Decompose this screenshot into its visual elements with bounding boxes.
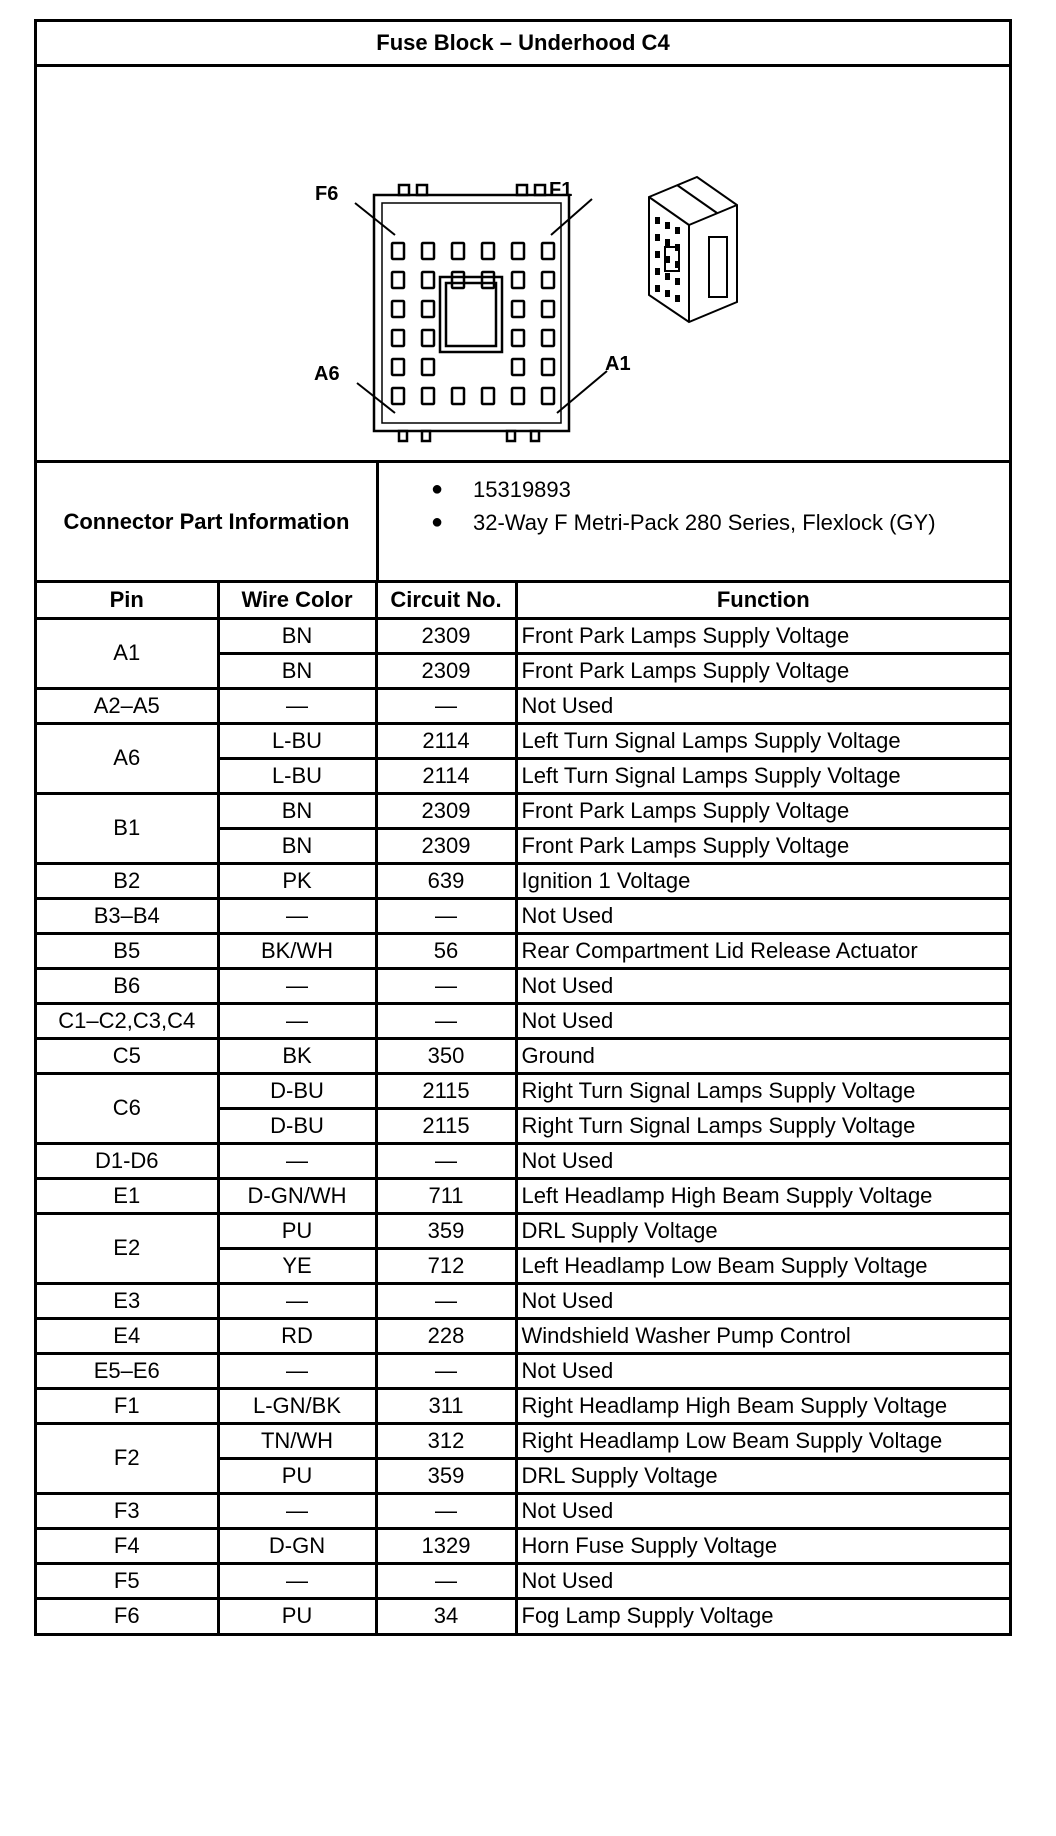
function-cell: Right Headlamp Low Beam Supply Voltage xyxy=(516,1423,1009,1458)
circuit-cell: — xyxy=(376,1283,516,1318)
thumbnail-cavity xyxy=(665,239,670,246)
function-cell: Not Used xyxy=(516,1283,1009,1318)
thumbnail-cavity xyxy=(665,290,670,297)
connector-cavity xyxy=(542,272,554,288)
connector-cavity xyxy=(422,330,434,346)
connector-info xyxy=(37,463,1009,583)
connector-cavity xyxy=(452,272,464,288)
circuit-cell: — xyxy=(376,898,516,933)
connector-cavity xyxy=(392,301,404,317)
function-cell: Not Used xyxy=(516,1493,1009,1528)
wire-color-cell: BN xyxy=(218,828,376,863)
connector-cavity xyxy=(422,243,434,259)
circuit-cell: 2309 xyxy=(376,618,516,653)
connector-cavity xyxy=(512,243,524,259)
connector-cavity xyxy=(422,301,434,317)
wire-color-cell: PU xyxy=(218,1598,376,1633)
connector-cavity xyxy=(542,330,554,346)
circuit-cell: 359 xyxy=(376,1458,516,1493)
circuit-cell: 2309 xyxy=(376,653,516,688)
function-cell: Horn Fuse Supply Voltage xyxy=(516,1528,1009,1563)
pin-cell: E3 xyxy=(37,1283,218,1318)
wire-color-cell: — xyxy=(218,1003,376,1038)
wire-color-cell: — xyxy=(218,1563,376,1598)
table-row xyxy=(37,1143,1009,1178)
circuit-cell: 2114 xyxy=(376,758,516,793)
wire-color-cell: RD xyxy=(218,1318,376,1353)
table-row xyxy=(37,1283,1009,1318)
thumbnail-cavity xyxy=(675,261,680,268)
wire-color-cell: PK xyxy=(218,863,376,898)
wire-color-cell: — xyxy=(218,1143,376,1178)
circuit-cell: — xyxy=(376,688,516,723)
function-cell: DRL Supply Voltage xyxy=(516,1213,1009,1248)
connector-cavity xyxy=(482,272,494,288)
function-cell: Not Used xyxy=(516,1143,1009,1178)
connector-cavity xyxy=(482,243,494,259)
table-row xyxy=(37,1423,1009,1458)
wire-color-cell: — xyxy=(218,1353,376,1388)
pinout-table xyxy=(37,583,1009,1633)
thumbnail-cavity xyxy=(655,217,660,224)
function-cell: Not Used xyxy=(516,1563,1009,1598)
table-row xyxy=(37,1038,1009,1073)
function-cell: Right Turn Signal Lamps Supply Voltage xyxy=(516,1108,1009,1143)
connector-cavity xyxy=(512,272,524,288)
page-title: Fuse Block – Underhood C4 xyxy=(37,22,1009,67)
connector-info-list xyxy=(379,463,1009,580)
wire-color-cell: — xyxy=(218,1283,376,1318)
function-cell: Not Used xyxy=(516,1003,1009,1038)
connector-diagram xyxy=(37,67,1009,463)
connector-cavity xyxy=(452,243,464,259)
connector-cavity xyxy=(422,388,434,404)
circuit-cell: 711 xyxy=(376,1178,516,1213)
connector-cavity xyxy=(512,388,524,404)
table-row xyxy=(37,1528,1009,1563)
thumbnail-cavity xyxy=(675,227,680,234)
pin-cell: B6 xyxy=(37,968,218,1003)
table-row xyxy=(37,1563,1009,1598)
info-item xyxy=(379,506,1009,539)
wire-color-cell: BK xyxy=(218,1038,376,1073)
pin-cell: A1 xyxy=(37,618,218,688)
function-cell: Left Turn Signal Lamps Supply Voltage xyxy=(516,758,1009,793)
pin-cell: D1-D6 xyxy=(37,1143,218,1178)
pin-cell: B2 xyxy=(37,863,218,898)
pin-cell: E2 xyxy=(37,1213,218,1283)
pin-cell: A2–A5 xyxy=(37,688,218,723)
wire-color-cell: D-GN/WH xyxy=(218,1178,376,1213)
circuit-cell: — xyxy=(376,1353,516,1388)
table-header-row xyxy=(37,583,1009,618)
function-cell: Ignition 1 Voltage xyxy=(516,863,1009,898)
pin-cell: A6 xyxy=(37,723,218,793)
table-row xyxy=(37,1353,1009,1388)
circuit-cell: — xyxy=(376,1493,516,1528)
connector-cavity xyxy=(542,301,554,317)
connector-cavity xyxy=(512,359,524,375)
thumbnail-cavity xyxy=(655,268,660,275)
circuit-cell: 350 xyxy=(376,1038,516,1073)
table-row xyxy=(37,1003,1009,1038)
circuit-cell: 2115 xyxy=(376,1073,516,1108)
function-cell: Not Used xyxy=(516,968,1009,1003)
header-wire-color: Wire Color xyxy=(218,583,376,618)
circuit-cell: 228 xyxy=(376,1318,516,1353)
table-row xyxy=(37,968,1009,1003)
pin-cell: F6 xyxy=(37,1598,218,1633)
function-cell: Fog Lamp Supply Voltage xyxy=(516,1598,1009,1633)
wire-color-cell: D-BU xyxy=(218,1108,376,1143)
wire-color-cell: L-BU xyxy=(218,723,376,758)
table-row xyxy=(37,688,1009,723)
connector-info-label: Connector Part Information xyxy=(37,463,379,580)
table-row xyxy=(37,793,1009,828)
connector-cavity xyxy=(542,388,554,404)
connector-description: 32-Way F Metri-Pack 280 Series, Flexlock (GY) xyxy=(473,509,936,535)
thumbnail-cavity xyxy=(655,234,660,241)
function-cell: Not Used xyxy=(516,898,1009,933)
pin-cell: F2 xyxy=(37,1423,218,1493)
connector-cavity xyxy=(542,243,554,259)
table-row xyxy=(37,1178,1009,1213)
table-row xyxy=(37,1073,1009,1108)
wire-color-cell: BN xyxy=(218,653,376,688)
circuit-cell: — xyxy=(376,1563,516,1598)
table-row xyxy=(37,723,1009,758)
pin-cell: B1 xyxy=(37,793,218,863)
wire-color-cell: D-GN xyxy=(218,1528,376,1563)
circuit-cell: — xyxy=(376,968,516,1003)
connector-cavity xyxy=(452,388,464,404)
function-cell: Left Headlamp Low Beam Supply Voltage xyxy=(516,1248,1009,1283)
circuit-cell: 712 xyxy=(376,1248,516,1283)
circuit-cell: 56 xyxy=(376,933,516,968)
wire-color-cell: D-BU xyxy=(218,1073,376,1108)
wire-color-cell: — xyxy=(218,688,376,723)
pin-cell: E4 xyxy=(37,1318,218,1353)
circuit-cell: 1329 xyxy=(376,1528,516,1563)
thumbnail-cavity xyxy=(665,222,670,229)
function-cell: Front Park Lamps Supply Voltage xyxy=(516,618,1009,653)
connector-cavity xyxy=(512,301,524,317)
connector-cavity xyxy=(512,330,524,346)
circuit-cell: 312 xyxy=(376,1423,516,1458)
thumbnail-cavity xyxy=(655,285,660,292)
circuit-cell: 2309 xyxy=(376,828,516,863)
pin-cell: C1–C2,C3,C4 xyxy=(37,1003,218,1038)
pin-cell: F3 xyxy=(37,1493,218,1528)
header-circuit-no: Circuit No. xyxy=(376,583,516,618)
circuit-cell: 2114 xyxy=(376,723,516,758)
wire-color-cell: PU xyxy=(218,1458,376,1493)
connector-cavity xyxy=(392,330,404,346)
connector-cavity xyxy=(422,359,434,375)
table-row xyxy=(37,1388,1009,1423)
function-cell: Front Park Lamps Supply Voltage xyxy=(516,828,1009,863)
function-cell: Right Headlamp High Beam Supply Voltage xyxy=(516,1388,1009,1423)
part-number: 15319893 xyxy=(473,476,571,502)
label-a1: A1 xyxy=(605,353,631,375)
table-row xyxy=(37,618,1009,653)
function-cell: Not Used xyxy=(516,688,1009,723)
function-cell: Left Headlamp High Beam Supply Voltage xyxy=(516,1178,1009,1213)
pin-cell: B5 xyxy=(37,933,218,968)
function-cell: Not Used xyxy=(516,1353,1009,1388)
table-row xyxy=(37,933,1009,968)
table-row xyxy=(37,1493,1009,1528)
wire-color-cell: L-GN/BK xyxy=(218,1388,376,1423)
function-cell: Windshield Washer Pump Control xyxy=(516,1318,1009,1353)
connector-sheet xyxy=(34,19,1012,1636)
wire-color-cell: L-BU xyxy=(218,758,376,793)
circuit-cell: 311 xyxy=(376,1388,516,1423)
thumbnail-cavity xyxy=(675,278,680,285)
pin-cell: F5 xyxy=(37,1563,218,1598)
header-pin: Pin xyxy=(37,583,218,618)
thumbnail-cavity xyxy=(655,251,660,258)
thumbnail-cavity xyxy=(665,273,670,280)
circuit-cell: 639 xyxy=(376,863,516,898)
label-f6: F6 xyxy=(315,183,339,205)
circuit-cell: — xyxy=(376,1143,516,1178)
circuit-cell: 2309 xyxy=(376,793,516,828)
bullet-icon: ● xyxy=(430,511,444,533)
pin-cell: E1 xyxy=(37,1178,218,1213)
pin-cell: B3–B4 xyxy=(37,898,218,933)
circuit-cell: 359 xyxy=(376,1213,516,1248)
connector-face-drawing xyxy=(37,67,1009,460)
table-row xyxy=(37,1213,1009,1248)
header-function: Function xyxy=(516,583,1009,618)
connector-cavity xyxy=(392,272,404,288)
circuit-cell: 2115 xyxy=(376,1108,516,1143)
function-cell: DRL Supply Voltage xyxy=(516,1458,1009,1493)
circuit-cell: 34 xyxy=(376,1598,516,1633)
connector-cavity xyxy=(542,359,554,375)
wire-color-cell: BK/WH xyxy=(218,933,376,968)
pin-cell: C5 xyxy=(37,1038,218,1073)
wire-color-cell: — xyxy=(218,898,376,933)
pin-cell: F1 xyxy=(37,1388,218,1423)
circuit-cell: — xyxy=(376,1003,516,1038)
label-f1: F1 xyxy=(549,179,573,201)
connector-cavity xyxy=(422,272,434,288)
connector-cavity xyxy=(482,388,494,404)
wire-color-cell: TN/WH xyxy=(218,1423,376,1458)
thumbnail-cavity xyxy=(665,256,670,263)
wire-color-cell: PU xyxy=(218,1213,376,1248)
wire-color-cell: — xyxy=(218,1493,376,1528)
wire-color-cell: BN xyxy=(218,793,376,828)
connector-cavity xyxy=(392,243,404,259)
table-row xyxy=(37,1598,1009,1633)
bullet-icon: ● xyxy=(430,478,444,500)
table-row xyxy=(37,898,1009,933)
wire-color-cell: — xyxy=(218,968,376,1003)
connector-cavity xyxy=(392,388,404,404)
pin-cell: C6 xyxy=(37,1073,218,1143)
function-cell: Front Park Lamps Supply Voltage xyxy=(516,653,1009,688)
wire-color-cell: YE xyxy=(218,1248,376,1283)
table-row xyxy=(37,1318,1009,1353)
pin-cell: F4 xyxy=(37,1528,218,1563)
function-cell: Right Turn Signal Lamps Supply Voltage xyxy=(516,1073,1009,1108)
connector-cavity xyxy=(392,359,404,375)
thumbnail-cavity xyxy=(675,295,680,302)
function-cell: Front Park Lamps Supply Voltage xyxy=(516,793,1009,828)
thumbnail-cavity xyxy=(675,244,680,251)
label-a6: A6 xyxy=(314,363,340,385)
function-cell: Left Turn Signal Lamps Supply Voltage xyxy=(516,723,1009,758)
table-row xyxy=(37,863,1009,898)
info-item xyxy=(379,473,1009,506)
pin-cell: E5–E6 xyxy=(37,1353,218,1388)
function-cell: Ground xyxy=(516,1038,1009,1073)
function-cell: Rear Compartment Lid Release Actuator xyxy=(516,933,1009,968)
wire-color-cell: BN xyxy=(218,618,376,653)
